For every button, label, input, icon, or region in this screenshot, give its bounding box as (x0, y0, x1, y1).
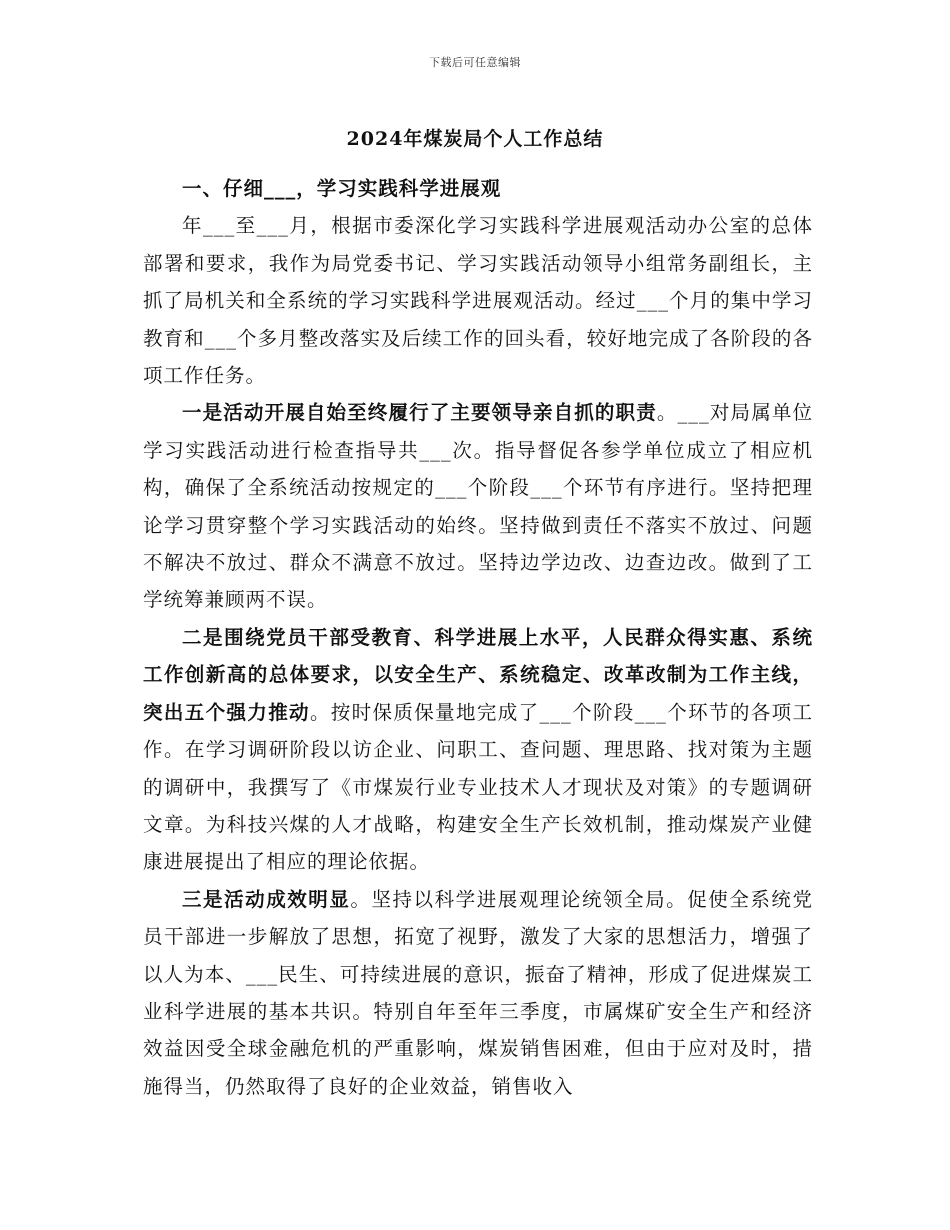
paragraph-second-point (143, 619, 813, 881)
paragraph-third-point-body: 。坚持以科学进展观理论统领全局。促使全系统党员干部进一步解放了思想，拓宽了视野，激发了大家的思想活力，增强了以人为本、___民生、可持续进展的意识，振奋了精神，形成了促进煤炭工业科学进展的基本共识。特别自年至年三季度，市属煤矿安全生产和经济效益因受全球金融危机的严重影响，煤炭销售困难，但由于应对及时，措施得当，仍然取得了良好的企业效益，销售收入 (143, 887, 813, 1098)
document-title: 2024年煤炭局个人工作总结 (346, 128, 604, 150)
paragraph-first-point-lead: 一是活动开展自始至终履行了主要领导亲自抓的职责 (182, 401, 657, 425)
paragraph-third-point (143, 881, 813, 1105)
paragraph-intro: 年___至___月，根据市委深化学习实践科学进展观活动办公室的总体部署和要求，我作为局党委书记、学习实践活动领导小组常务副组长，主抓了局机关和全系统的学习实践科学进展观活动。经过___个月的集中学习教育和___个多月整改落实及后续工作的回头看，较好地完成了各阶段的各项工作任务。 (143, 214, 813, 388)
paragraph-second-point-body: 。按时保质保量地完成了___个阶段___个环节的各项工作。在学习调研阶段以访企业、问职工、查问题、理思路、找对策为主题的调研中，我撰写了《市煤炭行业专业技术人才现状及对策》的专题调研文章。为科技兴煤的人才战略，构建安全生产长效机制，推动煤炭产业健康进展提出了相应的理论依据。 (143, 700, 813, 874)
document-body (143, 170, 813, 1105)
section-heading: 一、仔细___，学习实践科学进展观 (182, 177, 502, 200)
paragraph-first-point-body: 。___对局属单位学习实践活动进行检查指导共___次。指导督促各参学单位成立了相应机构，确保了全系统活动按规定的___个阶段___个环节有序进行。坚持把理论学习贯穿整个学习实践活动的始终。坚持做到责任不落实不放过、问题不解决不放过、群众不满意不放过。坚持边学边改、边查边改。做到了工学统筹兼顾两不误。 (143, 401, 813, 612)
header-note: 下载后可任意编辑 (429, 56, 521, 69)
paragraph-second-point-lead: 二是围绕党员干部受教育、科学进展上水平，人民群众得实惠、系统工作创新高的总体要求，以安全生产、系统稳定、改革改制为工作主线，突出五个强力推动 (143, 625, 813, 724)
paragraph-first-point (143, 394, 813, 618)
paragraph-third-point-lead: 三是活动成效明显 (182, 887, 351, 911)
